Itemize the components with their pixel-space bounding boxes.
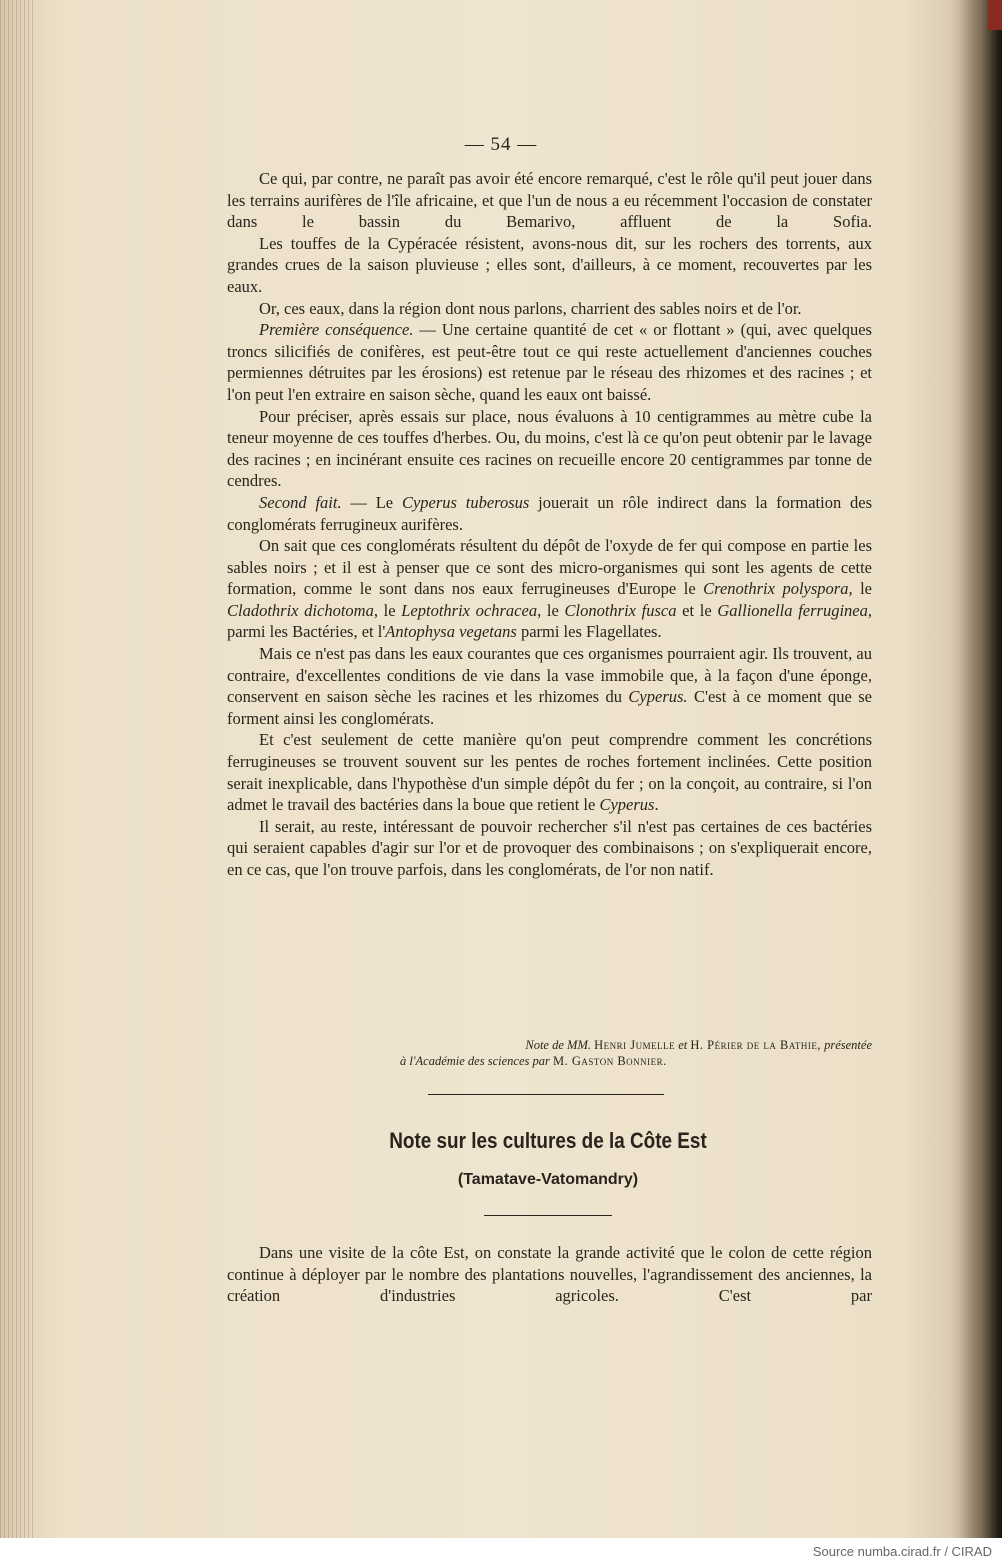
paragraph-text: parmi les Flagellates. — [516, 622, 662, 642]
paragraph-text: et le — [676, 600, 718, 620]
source-footer — [0, 1538, 1002, 1566]
paragraph — [227, 319, 872, 405]
paragraph-text: jouerait un rôle indirect dans la formation des conglomérats ferrugineux aurifères. — [227, 492, 873, 534]
species-name: Clonothrix fusca — [564, 600, 677, 620]
paragraph-text: , le — [373, 600, 402, 620]
species-name: Cyperus. — [628, 687, 688, 707]
species-name: Cyperus — [599, 795, 655, 815]
source-credit: Source numba.cirad.fr / CIRAD — [812, 1544, 992, 1559]
paragraph: Il serait, au reste, intéressant de pouvoir rechercher s'il n'est pas certaines de ces bactéries qui seraient capables d'agir sur l'or et de provoquer des combinaisons ; on s'expliquerait encore, en ce cas, que l'on trouve parfois, dans les conglomérats, de l'or non natif. — [227, 816, 872, 879]
paragraph-lead: Second fait. — [259, 492, 342, 512]
note-text: et — [678, 1038, 688, 1052]
attribution-line — [300, 1038, 872, 1054]
paragraph-text: , le — [537, 600, 565, 620]
paragraph-text: Mais ce n'est pas dans les eaux courantes que ces organismes pourraient agir. Ils trouvent, au contraire, d'excellentes conditions de vie dans la vase immobile que, à la façon d'une éponge, conservent en saison sèche les racines et les rhizomes du — [227, 644, 872, 707]
note-text: Note de MM. — [525, 1038, 591, 1052]
species-name: Leptothrix ochracea — [401, 600, 538, 620]
paragraph-text: le — [852, 579, 872, 599]
section-subtitle: (Tamatave-Vatomandry) — [457, 1171, 639, 1188]
species-name: Crenothrix polyspora, — [703, 579, 853, 599]
attribution-note — [300, 1038, 872, 1069]
author-name: M. Gaston Bonnier. — [552, 1053, 667, 1068]
page-number: — 54 — — [464, 134, 538, 155]
book-spine — [988, 0, 1002, 30]
species-name: Antophysa vegetans — [385, 622, 517, 642]
page-stack-edge — [0, 0, 34, 1538]
paragraph-text: Et c'est seulement de cette manière qu'on peut comprendre comment les concrétions ferrugineuses se trouvent souvent sur les pentes de roches fortement inclinées. Cette position serait inexplicable, dans l'hypothèse d'un simple dépôt du fer ; on la conçoit, au contraire, si l'on admet le travail des bactéries dans la boue que retient le — [227, 730, 872, 815]
paragraph-text: On sait que ces conglomérats résultent du dépôt de l'oxyde de fer qui compose en partie les sables noirs ; et il est à penser que ce sont des micro-organismes qui sont les agents de cette formation, comme le sont dans nos eaux ferrugineuses d'Europe le — [227, 536, 872, 599]
paragraph-text: . — [654, 795, 659, 815]
paragraph-lead: Première conséquence. — [259, 320, 414, 340]
paragraph — [227, 643, 872, 729]
paragraph: Ce qui, par contre, ne paraît pas avoir été encore remarqué, c'est le rôle qu'il peut jouer dans les terrains aurifères de l'île africaine, et que l'un de nous a eu récemment l'occasion de constater dans le bassin du Bemarivo, affluent de la Sofia. — [227, 169, 872, 232]
note-text: présentée — [824, 1038, 872, 1052]
paragraph: Or, ces eaux, dans la région dont nous parlons, charrient des sables noirs et de l'or. — [259, 298, 802, 318]
section-divider — [428, 1094, 664, 1095]
note-text: à l'Académie des sciences par — [400, 1053, 550, 1068]
title-underline — [484, 1215, 612, 1216]
species-name: Cladothrix dichotoma — [227, 600, 374, 620]
section-body — [227, 1242, 872, 1307]
paragraph-text: — Le — [341, 492, 402, 512]
attribution-line — [300, 1054, 872, 1070]
paragraph-text: — Une certaine quantité de cet « or flottant » (qui, avec quelques troncs silicifiés de conifères, est peut-être tout ce qui reste actuellement d'anciennes couches permiennes détruites par les érosions) est retenue par le réseau des rhizomes et des racines ; et l'on peut l'en extraire en saison sèche, quand les eaux ont baissé. — [227, 320, 872, 404]
paragraph: Dans une visite de la côte Est, on constate la grande activité que le colon de cette région continue à déployer par le nombre des plantations nouvelles, l'agrandissement des anciennes, la création d'industries agricoles. C'est par — [227, 1243, 872, 1306]
book-gutter-shadow — [950, 0, 1002, 1538]
species-name: Gallionella ferruginea — [717, 600, 868, 620]
species-name: Cyperus tuberosus — [401, 492, 530, 512]
author-name: H. Périer de la Bathie, — [690, 1038, 821, 1052]
section-title: Note sur les cultures de la Côte Est — [389, 1128, 707, 1153]
paragraph: Pour préciser, après essais sur place, nous évaluons à 10 centigrammes au mètre cube la teneur moyenne de ces touffes d'herbes. Ou, du moins, c'est là ce qu'on peut obtenir par le lavage des racines ; en incinérant ensuite ces racines on recueille encore 20 centigrammes par tonne de cendres. — [227, 406, 872, 491]
paragraph — [227, 492, 872, 535]
author-name: Henri Jumelle — [594, 1038, 676, 1052]
paragraph — [227, 535, 872, 643]
paragraph-text: C'est à ce moment que se forment ainsi les conglomérats. — [227, 687, 872, 728]
paragraph: Les touffes de la Cypéracée résistent, avons-nous dit, sur les rochers des torrents, aux grandes crues de la saison pluvieuse ; elles sont, d'ailleurs, à ce moment, recouvertes par les eaux. — [227, 233, 872, 296]
article-body — [227, 168, 872, 881]
paragraph-text: , parmi les Bactéries, et l' — [227, 600, 872, 642]
paragraph — [227, 729, 872, 815]
